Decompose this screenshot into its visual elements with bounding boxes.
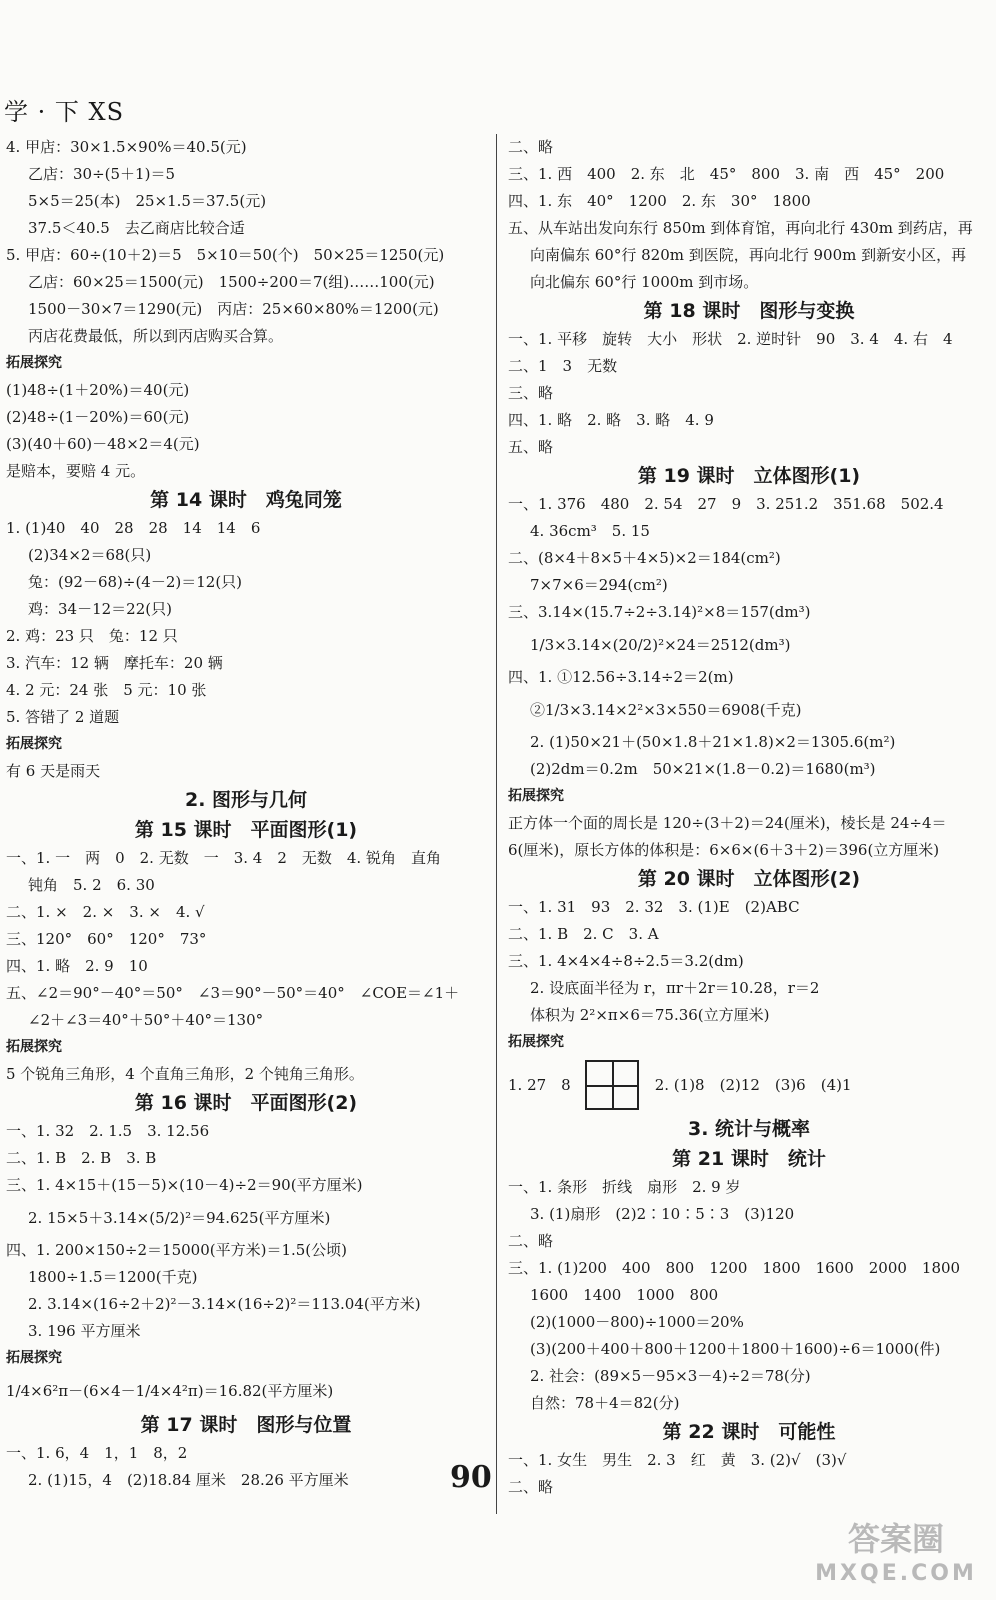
answer-line: 一、1. 32 2. 1.5 3. 12.56 [6, 1122, 210, 1140]
answer-line: 5. 答错了 2 道题 [6, 708, 120, 726]
watermark-line2: MXQE.COM [815, 1561, 977, 1586]
watermark-logo [808, 1518, 984, 1594]
answer-line: 一、1. 一 两 0 2. 无数 一 3. 4 2 无数 4. 锐角 直角 [6, 849, 441, 867]
answer-line: 自然：78＋4＝82(分) [530, 1394, 680, 1412]
extension-label: 拓展探究 [6, 736, 62, 752]
answer-line: 三、120° 60° 120° 73° [6, 930, 207, 948]
answer-line: ∠2＋∠3＝40°＋50°＋40°＝130° [28, 1011, 264, 1029]
lesson-title: 第 21 课时 统计 [672, 1148, 826, 1170]
answer-line: 1500－30×7＝1290(元) 丙店：25×60×80%＝1200(元) [28, 300, 439, 318]
answer-line: 一、1. 女生 男生 2. 3 红 黄 3. (2)√ (3)√ [508, 1451, 847, 1469]
answer-line: 丙店花费最低，所以到丙店购买合算。 [28, 327, 284, 345]
extension-label: 拓展探究 [508, 788, 564, 804]
answer-line: 三、1. 西 400 2. 东 北 45° 800 3. 南 西 45° 200 [508, 165, 945, 183]
answer-line: 二、1. × 2. × 3. × 4. √ [6, 903, 205, 921]
answer-line: 1800÷1.5＝1200(千克) [28, 1268, 198, 1286]
answer-line: (2)(1000－800)÷1000＝20% [530, 1313, 744, 1331]
answer-line: 兔：(92－68)÷(4－2)＝12(只) [28, 573, 243, 591]
lesson-title: 第 14 课时 鸡兔同笼 [150, 489, 342, 511]
answer-line: 一、1. 376 480 2. 54 27 9 3. 251.2 351.68 502.4 [508, 495, 944, 513]
answer-line: 三、略 [508, 384, 554, 402]
answer-line: 1. (1)40 40 28 28 14 14 6 [6, 519, 261, 537]
extension-label: 拓展探究 [6, 355, 62, 371]
answer-line: 2. 设底面半径为 r，πr＋2r＝10.28，r＝2 [530, 979, 820, 997]
answer-line: 4. 36cm³ 5. 15 [530, 522, 650, 540]
answer-line: 5×5＝25(本) 25×1.5＝37.5(元) [28, 192, 267, 210]
answer-line: 乙店：30÷(5＋1)＝5 [28, 165, 175, 183]
answer-line: 二、1. B 2. C 3. A [508, 925, 659, 943]
answer-line: 三、1. (1)200 400 800 1200 1800 1600 2000 1800 [508, 1259, 961, 1277]
answer-line: 五、从车站出发向东行 850m 到体育馆，再向北行 430m 到药店，再 [508, 219, 973, 237]
answer-line: 一、1. 条形 折线 扇形 2. 9 岁 [508, 1178, 741, 1196]
answer-line: 四、1. 略 2. 9 10 [6, 957, 148, 975]
answer-line: 鸡：34－12＝22(只) [28, 600, 172, 618]
section-title: 2. 图形与几何 [184, 789, 308, 811]
lesson-title: 第 22 课时 可能性 [662, 1421, 836, 1443]
answer-line: 3. 汽车：12 辆 摩托车：20 辆 [6, 654, 223, 672]
answer-line: 五、∠2＝90°－40°＝50° ∠3＝90°－50°＝40° ∠COE＝∠1＋ [6, 984, 460, 1002]
answer-line: 二、1 3 无数 [508, 357, 618, 375]
answer-line: 一、1. 31 93 2. 32 3. (1)E (2)ABC [508, 898, 800, 916]
right-column [508, 134, 990, 1501]
answer-line: 三、1. 4×4×4÷8÷2.5＝3.2(dm) [508, 952, 744, 970]
answer-line: ②1/3×3.14×2²×3×550＝6908(千克) [530, 701, 802, 719]
answer-text: 2. (1)8 (2)12 (3)6 (4)1 [654, 1075, 852, 1094]
answer-line: 2. (1)15，4 (2)18.84 厘米 28.26 平方厘米 [28, 1471, 349, 1489]
answer-line: 四、1. 东 40° 1200 2. 东 30° 1800 [508, 192, 811, 210]
answer-line: 一、1. 平移 旋转 大小 形状 2. 逆时针 90 3. 4 4. 右 4 [508, 330, 953, 348]
answer-line: 五、略 [508, 438, 554, 456]
answer-line: (2)2dm＝0.2m 50×21×(1.8－0.2)＝1680(m³) [530, 760, 876, 778]
extension-label: 拓展探究 [508, 1034, 564, 1050]
answer-line: 1600 1400 1000 800 [530, 1286, 719, 1304]
answer-line: 二、略 [508, 1232, 554, 1250]
answer-line: (3)(40＋60)－48×2＝4(元) [6, 435, 200, 453]
page-header: 学 · 下 XS [4, 98, 125, 126]
answer-line: 2. 15×5＋3.14×(5/2)²＝94.625(平方厘米) [28, 1209, 331, 1227]
answer-line: 一、1. 6，4 1，1 8，2 [6, 1444, 188, 1462]
answer-line: 2. 社会：(89×5－95×3－4)÷2＝78(分) [530, 1367, 811, 1385]
answer-line: 6(厘米)，原长方体的体积是：6×6×(6＋3＋2)＝396(立方厘米) [508, 841, 940, 859]
answer-line: 3. 196 平方厘米 [28, 1322, 141, 1340]
section-title: 3. 统计与概率 [687, 1118, 811, 1140]
answer-line: (1)48÷(1＋20%)＝40(元) [6, 381, 190, 399]
answer-line: 三、1. 4×15＋(15－5)×(10－4)÷2＝90(平方厘米) [6, 1176, 363, 1194]
answer-line: 正方体一个面的周长是 120÷(3＋2)＝24(厘米)，棱长是 24÷4＝ [508, 814, 947, 832]
answer-line: 7×7×6＝294(cm²) [530, 576, 668, 594]
answer-line: 四、1. 200×150÷2＝15000(平方米)＝1.5(公顷) [6, 1241, 348, 1259]
answer-text: 1. 27 8 [508, 1075, 571, 1094]
answer-line: 4. 2 元：24 张 5 元：10 张 [6, 681, 207, 699]
answer-line: 向南偏东 60°行 820m 到医院，再向北行 900m 到新安小区，再 [530, 246, 967, 264]
answer-line: 四、1. ①12.56÷3.14÷2＝2(m) [508, 668, 734, 686]
lesson-title: 第 15 课时 平面图形(1) [134, 819, 358, 841]
answer-line: 四、1. 略 2. 略 3. 略 4. 9 [508, 411, 714, 429]
extension-label: 拓展探究 [6, 1039, 62, 1055]
answer-line: 5 个锐角三角形，4 个直角三角形，2 个钝角三角形。 [6, 1065, 364, 1083]
answer-line: 乙店：60×25＝1500(元) 1500÷200＝7(组)……100(元) [28, 273, 435, 291]
column-divider [496, 134, 497, 1514]
watermark-line1: 答案圈 [847, 1520, 944, 1558]
answer-line: 二、1. B 2. B 3. B [6, 1149, 157, 1167]
answer-line: (2)48÷(1－20%)＝60(元) [6, 408, 190, 426]
left-column [6, 134, 486, 1494]
page-number: 90 [450, 1460, 492, 1495]
answer-line: 是赔本，要赔 4 元。 [6, 462, 146, 480]
answer-line-with-grid [508, 1056, 990, 1114]
answer-line: (3)(200＋400＋800＋1200＋1800＋1600)÷6＝1000(件) [530, 1340, 941, 1358]
lesson-title: 第 20 课时 立体图形(2) [637, 868, 861, 890]
lesson-title: 第 18 课时 图形与变换 [643, 300, 855, 322]
answer-line: 37.5＜40.5 去乙商店比较合适 [28, 219, 245, 237]
answer-line: 向北偏东 60°行 1000m 到市场。 [530, 273, 759, 291]
answer-line: (2)34×2＝68(只) [28, 546, 152, 564]
answer-line: 1/4×6²π－(6×4－1/4×4²π)＝16.82(平方厘米) [6, 1382, 334, 1400]
answer-line: 1/3×3.14×(20/2)²×24＝2512(dm³) [530, 636, 791, 654]
answer-line: 二、略 [508, 138, 554, 156]
lesson-title: 第 16 课时 平面图形(2) [134, 1092, 358, 1114]
answer-line: 钝角 5. 2 6. 30 [28, 876, 155, 894]
answer-line: 体积为 2²×π×6＝75.36(立方厘米) [530, 1006, 770, 1024]
answer-line: 2. 鸡：23 只 兔：12 只 [6, 627, 178, 645]
answer-line: 有 6 天是雨天 [6, 762, 101, 780]
square-grid-figure [585, 1060, 639, 1110]
extension-label: 拓展探究 [6, 1350, 62, 1366]
answer-line: 二、(8×4＋8×5＋4×5)×2＝184(cm²) [508, 549, 781, 567]
answer-line: 4. 甲店：30×1.5×90%＝40.5(元) [6, 138, 247, 156]
answer-line: 5. 甲店：60÷(10＋2)＝5 5×10＝50(个) 50×25＝1250(元) [6, 246, 445, 264]
lesson-title: 第 19 课时 立体图形(1) [637, 465, 861, 487]
answer-line: 2. (1)50×21＋(50×1.8＋21×1.8)×2＝1305.6(m²) [530, 733, 896, 751]
answer-line: 2. 3.14×(16÷2＋2)²－3.14×(16÷2)²＝113.04(平方米) [28, 1295, 421, 1313]
answer-line: 三、3.14×(15.7÷2÷3.14)²×8＝157(dm³) [508, 603, 811, 621]
answer-line: 3. (1)扇形 (2)2∶10∶5∶3 (3)120 [530, 1205, 795, 1223]
answer-line: 二、略 [508, 1478, 554, 1496]
lesson-title: 第 17 课时 图形与位置 [140, 1414, 352, 1436]
